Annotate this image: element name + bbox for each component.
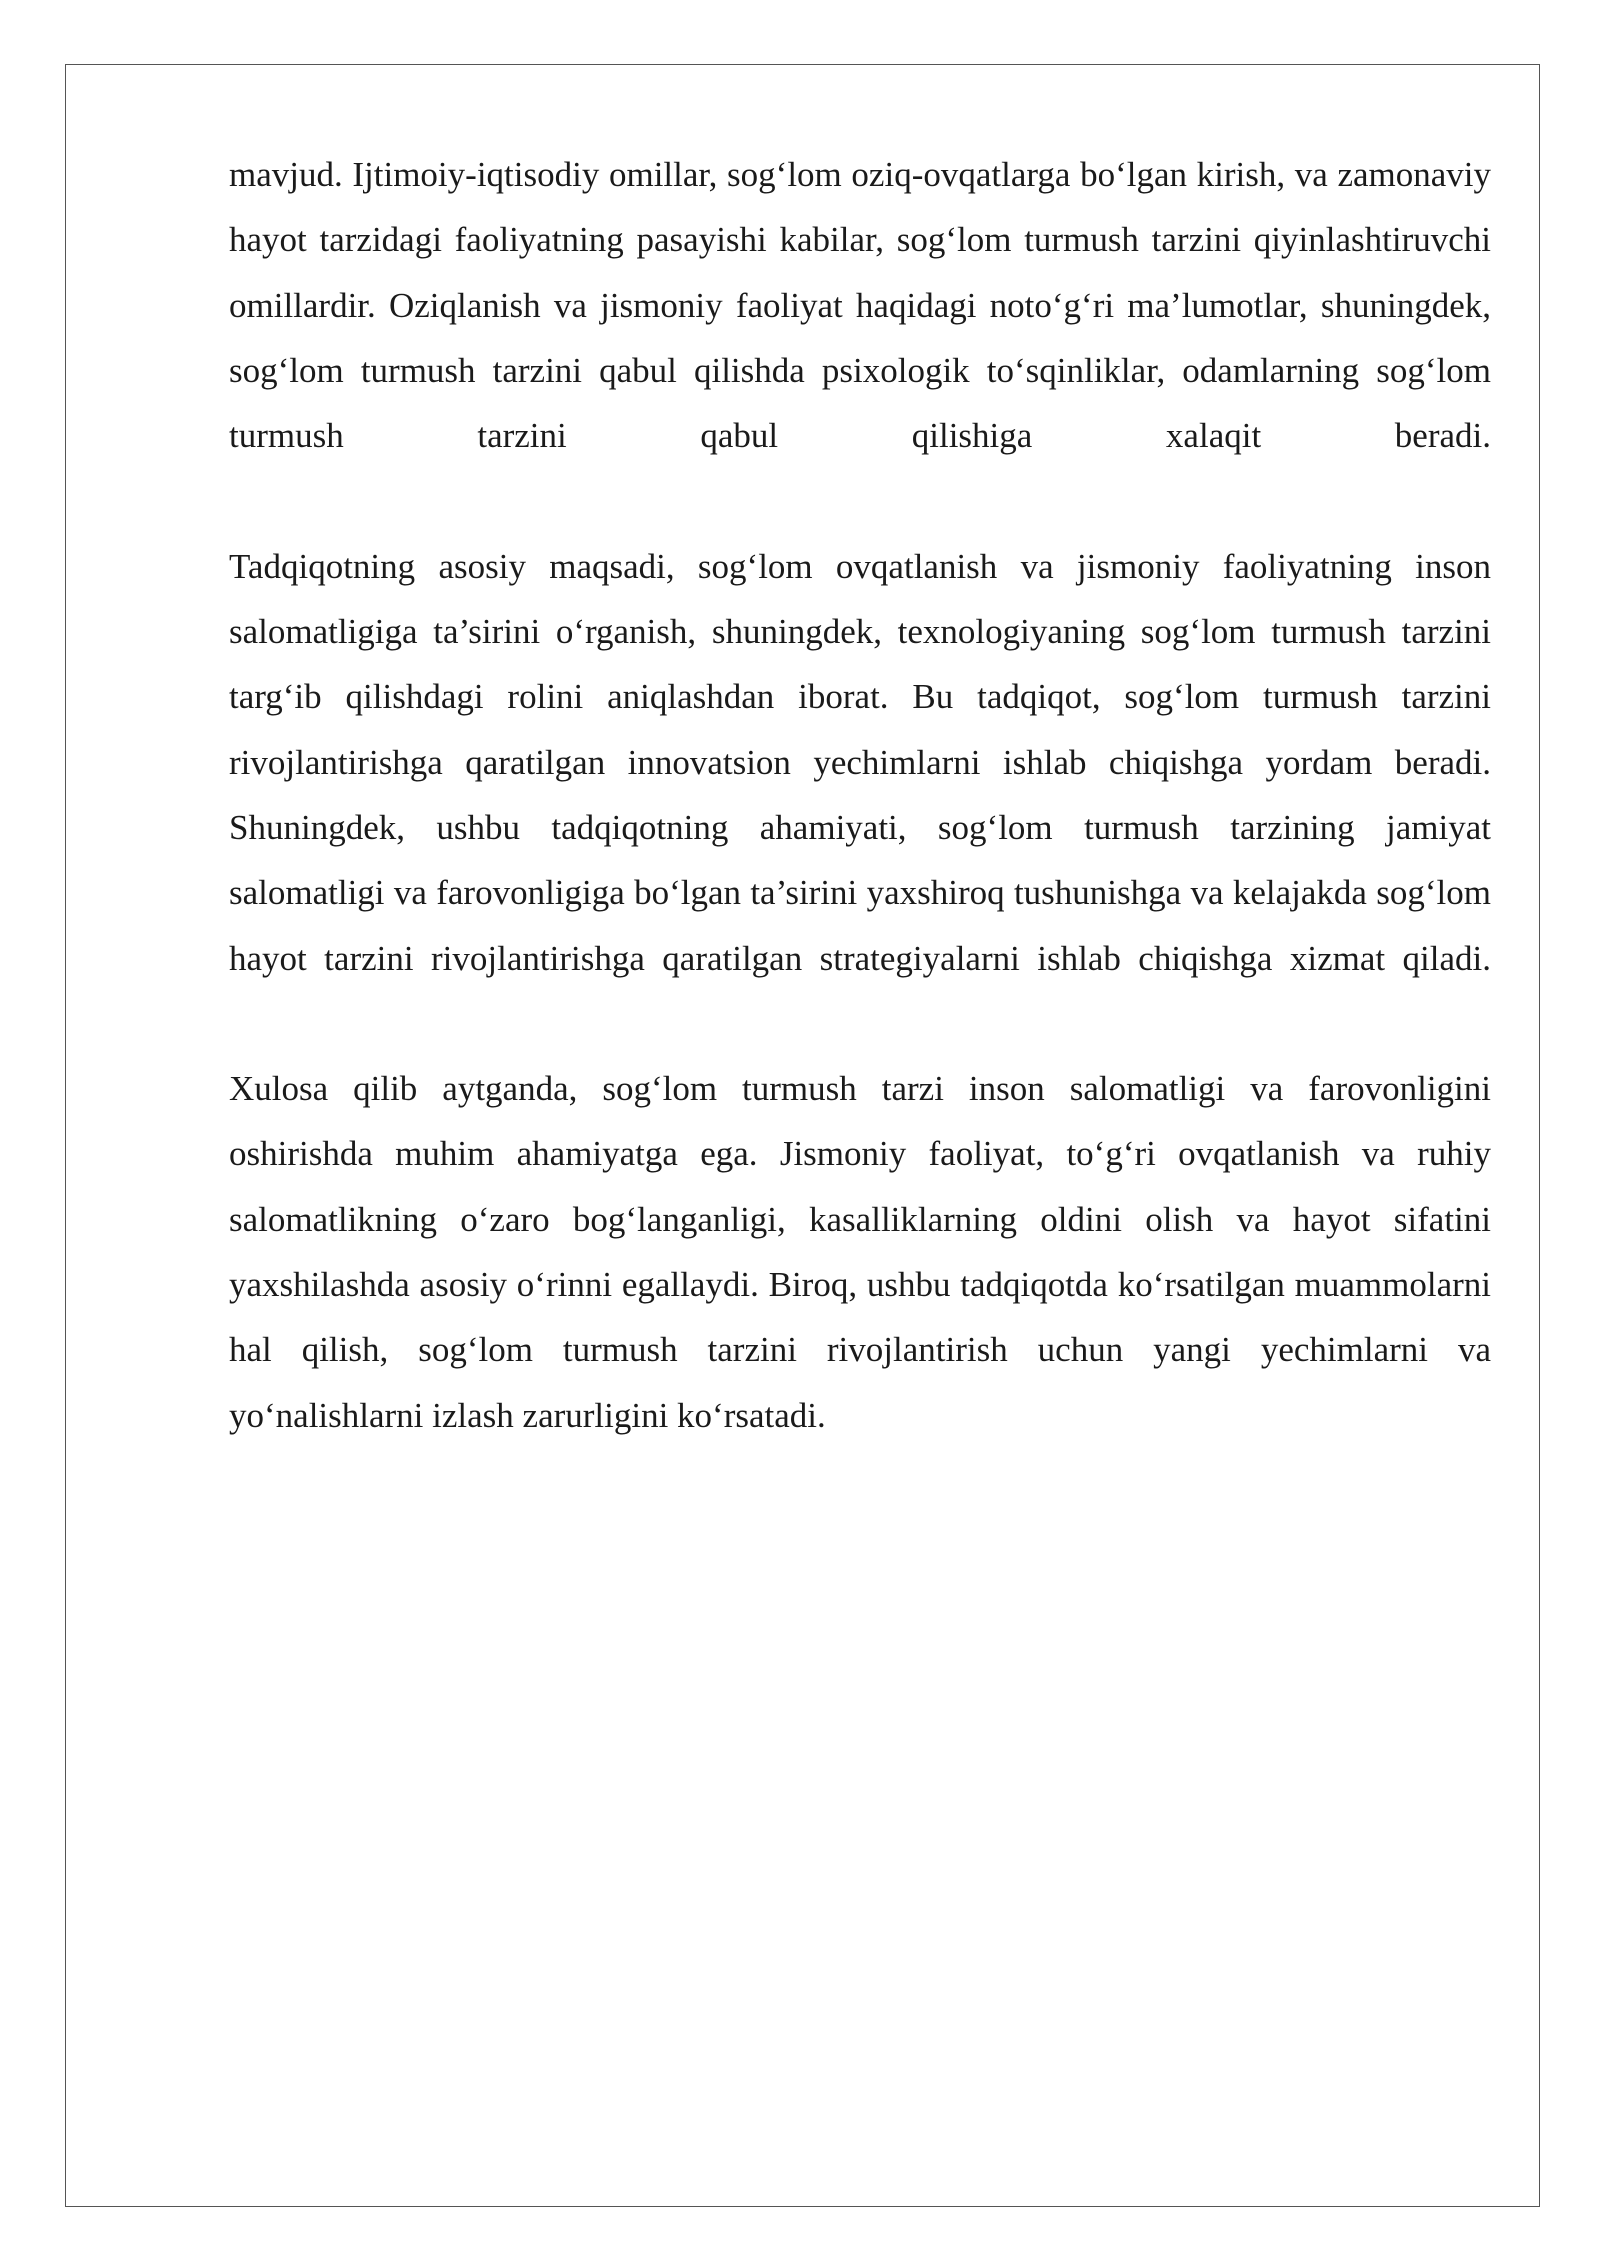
paragraph-socioeconomic-factors: mavjud. Ijtimoiy-iqtisodiy omillar, sog‘lom oziq-ovqatlarga bo‘lgan kirish, va zamonaviy hayot tarzidagi faoliyatning pasayishi kabilar, sog‘lom turmush tarzini qiyinlashtiruvchi omillardir. Oziqlanish va jismoniy faoliyat haqidagi noto‘g‘ri ma’lumotlar, shuningdek, sog‘lom turmush tarzini qabul qilishda psixologik to‘sqinliklar, odamlarning sog‘lom turmush tarzini qabul qilishiga xalaqit beradi. [229, 155, 1491, 456]
paragraph-conclusion: Xulosa qilib aytganda, sog‘lom turmush tarzi inson salomatligi va farovonligini oshirishda muhim ahamiyatga ega. Jismoniy faoliyat, to‘g‘ri ovqatlanish va ruhiy salomatlikning o‘zaro bog‘langanligi, kasalliklarning oldini olish va hayot sifatini yaxshilashda asosiy o‘rinni egallaydi. Biroq, ushbu tadqiqotda ko‘rsatilgan muammolarni hal qilish, sog‘lom turmush tarzini rivojlantirish uchun yangi yechimlarni va yo‘nalishlarni izlash zarurligini ko‘rsatadi. [229, 1069, 1491, 1435]
paragraph-research-goal: Tadqiqotning asosiy maqsadi, sog‘lom ovqatlanish va jismoniy faoliyatning inson salomatligiga ta’sirini o‘rganish, shuningdek, texnologiyaning sog‘lom turmush tarzini targ‘ib qilishdagi rolini aniqlashdan iborat. Bu tadqiqot, sog‘lom turmush tarzini rivojlantirishga qaratilgan innovatsion yechimlarni ishlab chiqishga yordam beradi. Shuningdek, ushbu tadqiqotning ahamiyati, sog‘lom turmush tarzining jamiyat salomatligi va farovonligiga bo‘lgan ta’sirini yaxshiroq tushunishga va kelajakda sog‘lom hayot tarzini rivojlantirishga qaratilgan strategiyalarni ishlab chiqishga xizmat qiladi. [229, 546, 1491, 978]
document-body [229, 142, 1491, 1448]
